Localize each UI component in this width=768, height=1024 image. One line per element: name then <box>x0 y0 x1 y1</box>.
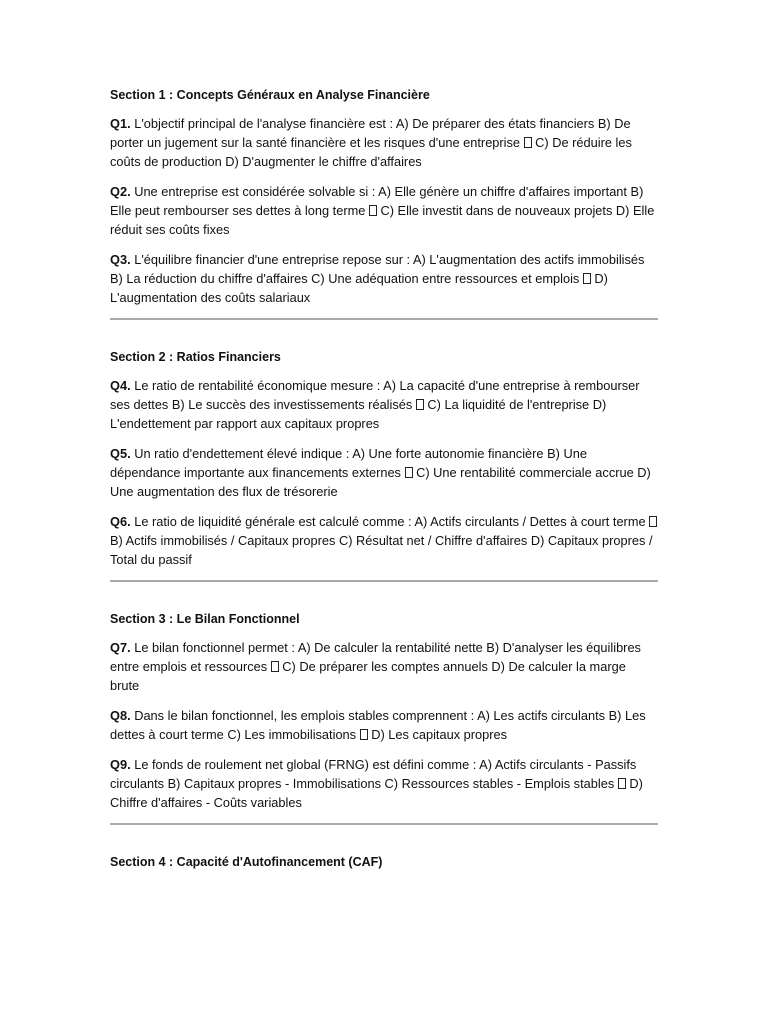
question-text-continued: C) La liquidité de l'entreprise D) L'endettement par rapport aux capitaux propres <box>110 397 607 431</box>
question-text: Le ratio de liquidité générale est calculé comme : A) Actifs circulants / Dettes à court terme <box>130 514 650 529</box>
question-text-continued: C) De réduire les coûts de production D) D'augmenter le chiffre d'affaires <box>110 135 632 169</box>
question-q1 <box>110 114 658 171</box>
section-title: Section 3 : Le Bilan Fonctionnel <box>110 612 300 626</box>
answer-marker-icon <box>416 399 424 410</box>
question-text: L'équilibre financier d'une entreprise repose sur : A) L'augmentation des actifs immobilisés B) La réduction du chiffre d'affaires C) Une adéquation entre ressources et emplois <box>110 252 645 286</box>
question-number: Q3. <box>110 252 131 267</box>
answer-marker-icon <box>649 516 657 527</box>
question-text: Une entreprise est considérée solvable si : A) Elle génère un chiffre d'affaires important B) Elle peut rembourser ses dettes à long terme <box>110 184 644 218</box>
question-q9 <box>110 755 658 812</box>
question-q7 <box>110 638 658 695</box>
question-number: Q5. <box>110 446 131 461</box>
question-number: Q1. <box>110 116 131 131</box>
question-text-continued: C) Elle investit dans de nouveaux projets D) Elle réduit ses coûts fixes <box>110 203 655 237</box>
section-1 <box>110 86 658 307</box>
question-text: Le bilan fonctionnel permet : A) De calculer la rentabilité nette B) D'analyser les équilibres entre emplois et ressources <box>110 640 641 674</box>
question-number: Q4. <box>110 378 131 393</box>
question-text: Le ratio de rentabilité économique mesure : A) La capacité d'une entreprise à rembourser ses dettes B) Le succès des investissements réalisés <box>110 378 640 412</box>
section-3 <box>110 610 658 812</box>
question-number: Q8. <box>110 708 131 723</box>
section-4 <box>110 853 658 871</box>
question-number: Q9. <box>110 757 131 772</box>
question-q3 <box>110 250 658 307</box>
section-title: Section 4 : Capacité d'Autofinancement (CAF) <box>110 855 383 869</box>
answer-marker-icon <box>405 467 413 478</box>
answer-marker-icon <box>271 661 279 672</box>
question-q6 <box>110 512 658 569</box>
question-number: Q6. <box>110 514 131 529</box>
question-text-continued: B) Actifs immobilisés / Capitaux propres C) Résultat net / Chiffre d'affaires D) Capitaux propres / Total du passif <box>110 533 653 567</box>
section-divider <box>110 823 658 825</box>
question-q2 <box>110 182 658 239</box>
section-title: Section 2 : Ratios Financiers <box>110 350 281 364</box>
question-text-continued: D) L'augmentation des coûts salariaux <box>110 271 608 305</box>
section-2 <box>110 348 658 569</box>
question-text-continued: C) Une rentabilité commerciale accrue D) Une augmentation des flux de trésorerie <box>110 465 651 499</box>
question-q5 <box>110 444 658 501</box>
question-text-continued: C) De préparer les comptes annuels D) De calculer la marge brute <box>110 659 626 693</box>
answer-marker-icon <box>524 137 532 148</box>
answer-marker-icon <box>360 729 368 740</box>
answer-marker-icon <box>618 778 626 789</box>
question-text: Le fonds de roulement net global (FRNG) est défini comme : A) Actifs circulants - Passifs circulants B) Capitaux propres - Immobilisations C) Ressources stables - Emplois stables <box>110 757 637 791</box>
section-title: Section 1 : Concepts Généraux en Analyse Financière <box>110 88 430 102</box>
answer-marker-icon <box>583 273 591 284</box>
question-q4 <box>110 376 658 433</box>
question-q8 <box>110 706 658 744</box>
question-text: Un ratio d'endettement élevé indique : A) Une forte autonomie financière B) Une dépendance importante aux financements externes <box>110 446 587 480</box>
question-number: Q2. <box>110 184 131 199</box>
section-divider <box>110 580 658 582</box>
section-divider <box>110 318 658 320</box>
question-number: Q7. <box>110 640 131 655</box>
answer-marker-icon <box>369 205 377 216</box>
question-text-continued: D) Les capitaux propres <box>367 727 508 742</box>
question-text-continued: D) Chiffre d'affaires - Coûts variables <box>110 776 643 810</box>
question-text: Dans le bilan fonctionnel, les emplois stables comprennent : A) Les actifs circulants B) Les dettes à court terme C) Les immobilisations <box>110 708 646 742</box>
question-text: L'objectif principal de l'analyse financière est : A) De préparer des états financiers B) De porter un jugement sur la santé financière et les risques d'une entreprise <box>110 116 631 150</box>
